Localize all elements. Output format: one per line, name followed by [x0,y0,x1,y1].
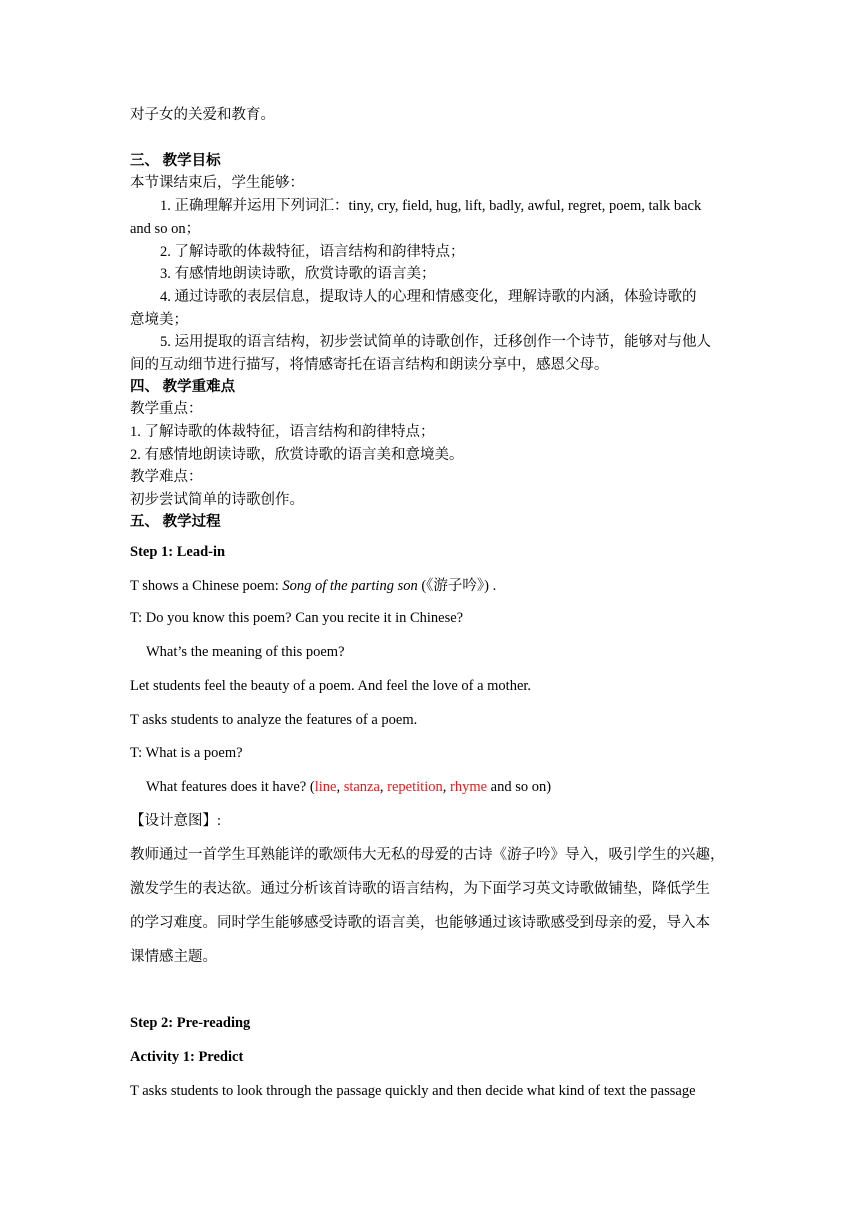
paragraph-line: 教师通过一首学生耳熟能详的歌颂伟大无私的母爱的古诗《游子吟》导入，吸引学生的兴趣， [130,847,725,863]
goal-item: 2. 了解诗歌的体裁特征，语言结构和韵律特点； [160,244,465,260]
separator: , [336,779,344,795]
goal-item: 1. 正确理解并运用下列词汇：tiny, cry, field, hug, lift, badly, awful, regret, poem, talk back [160,198,702,214]
paragraph-line: 的学习难度。同时学生能够感受诗歌的语言美，也能够通过该诗歌感受到母亲的爱，导入本 [130,915,710,931]
text-segment: (《游子吟》) . [417,578,497,594]
text-line: 初步尝试简单的诗歌创作。 [130,492,304,508]
text-line: Let students feel the beauty of a poem. And feel the love of a mother. [130,678,532,694]
text-line: T asks students to analyze the features of a poem. [130,712,418,728]
goal-item: 5. 运用提取的语言结构，初步尝试简单的诗歌创作，迁移创作一个诗节，能够对与他人 [160,334,711,350]
text-segment: What features does it have? ( [146,779,315,795]
text-line: 教学难点： [130,469,203,485]
step-title: Step 2: Pre-reading [130,1015,251,1031]
text-segment: and so on) [487,779,552,795]
text-line: 教学重点： [130,401,203,417]
feature-term: rhyme [450,779,488,795]
section-heading: 五、 教学过程 [130,514,221,530]
design-label: 【设计意图】: [130,813,222,829]
feature-term: repetition [387,779,443,795]
text-line [146,777,551,797]
design-paragraph [130,838,732,974]
key-point: 2. 有感情地朗读诗歌，欣赏诗歌的语言美和意境美。 [130,447,464,463]
goal-item-cont: 间的互动细节进行描写，将情感寄托在语言结构和朗读分享中，感恩父母。 [130,357,609,373]
text-line: T asks students to look through the passage quickly and then decide what kind of text the passage [130,1083,696,1099]
feature-term: line [314,779,337,795]
feature-term: stanza [343,779,380,795]
goal-item-cont: and so on； [130,221,201,237]
text-line: 对子女的关爱和教育。 [130,107,275,123]
paragraph-line: 课情感主题。 [130,949,217,965]
goal-item: 4. 通过诗歌的表层信息，提取诗人的心理和情感变化，理解诗歌的内涵，体验诗歌的 [160,289,697,305]
text-line: What’s the meaning of this poem? [146,644,345,660]
poem-title: Song of the parting son [282,578,418,594]
separator: , [379,779,388,795]
text-line: 本节课结束后，学生能够： [130,175,304,191]
key-point: 1. 了解诗歌的体裁特征，语言结构和韵律特点； [130,424,435,440]
separator: , [442,779,450,795]
activity-title: Activity 1: Predict [130,1049,244,1065]
text-line: T: What is a poem? [130,745,243,761]
paragraph-line: 激发学生的表达欲。通过分析该首诗歌的语言结构，为下面学习英文诗歌做铺垫，降低学生 [130,881,710,897]
text-line [130,576,496,596]
text-line: T: Do you know this poem? Can you recite it in Chinese? [130,610,464,626]
goal-item: 3. 有感情地朗读诗歌，欣赏诗歌的语言美； [160,266,436,282]
text-segment: T shows a Chinese poem: [130,578,283,594]
goal-item-cont: 意境美； [130,312,188,328]
step-title: Step 1: Lead-in [130,544,226,560]
section-heading: 三、 教学目标 [130,153,221,169]
section-heading: 四、 教学重难点 [130,379,236,395]
